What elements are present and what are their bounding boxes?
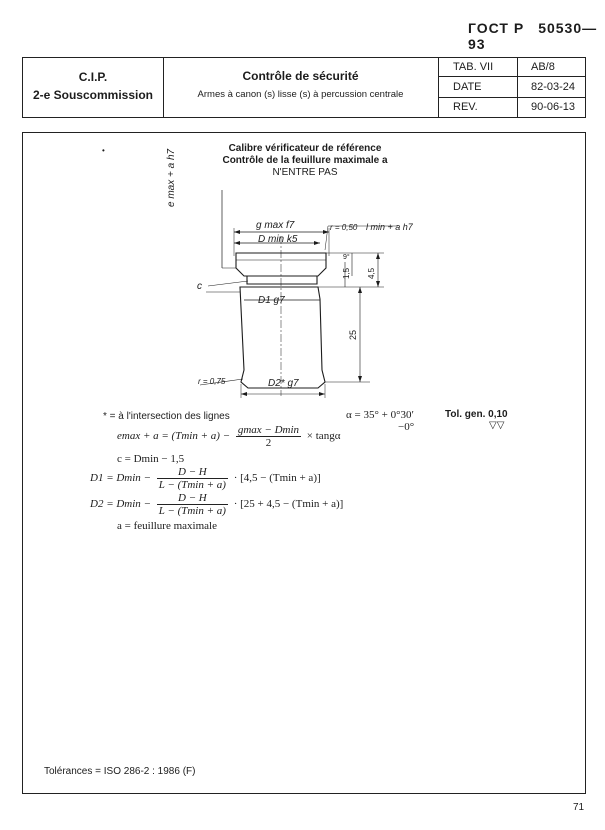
standard-number: 50530—93 [468, 20, 598, 52]
label-lmin: l min + a h7 [366, 222, 413, 232]
tol-gen: Tol. gen. 0,10 [445, 409, 508, 420]
tab-value: AB/8 [531, 61, 555, 73]
alpha-tol: −0° [398, 421, 415, 433]
formula-d2 [90, 492, 343, 517]
date-value: 82-03-24 [531, 81, 576, 93]
rev-label: REV. [453, 101, 478, 113]
formula-emax [117, 424, 340, 449]
header-subtitle: Armes à canon (s) lisse (s) à percussion centrale [197, 89, 404, 100]
dim-25: 25 [348, 329, 358, 340]
label-d2: D2* g7 [268, 378, 299, 389]
formula-d2-den: L − (Tmin + a) [158, 505, 226, 517]
dim-1-5: 1,5 [342, 267, 351, 279]
formula-c: c = Dmin − 1,5 [117, 453, 185, 465]
formula-d1-frac [157, 466, 228, 491]
formula-d1-tail: · [4,5 − (Tmin + a)] [233, 472, 321, 485]
label-c: c [197, 281, 202, 292]
formula-emax-num: gmax − Dmin [237, 424, 300, 436]
gauge-neck [247, 276, 317, 284]
formula-d2-lhs: D2 = Dmin − [90, 498, 151, 511]
page-number: 71 [573, 802, 585, 813]
formula-d2-frac [157, 492, 228, 517]
note-star: * = à l'intersection des lignes [103, 411, 230, 422]
formula-a: a = feuillure maximale [117, 520, 217, 532]
formula-emax-lhs: emax + a = (Tmin + a) − [117, 430, 231, 443]
label-gmax: g max f7 [256, 220, 295, 231]
label-r050: r = 0,50 [330, 223, 358, 232]
subcommission: 2-e Souscommission [32, 88, 154, 102]
formula-emax-tail: × tangα [306, 430, 341, 443]
formula-d1-den: L − (Tmin + a) [158, 479, 226, 491]
standard-prefix: ГОСТ Р [468, 20, 525, 36]
tol-marks: ▽▽ [489, 420, 505, 431]
stray-dot: • [102, 146, 105, 155]
formula-d1 [90, 466, 321, 491]
formula-emax-den: 2 [265, 437, 272, 449]
dim-9deg: 9° [343, 254, 350, 261]
rev-value: 90-06-13 [531, 101, 576, 113]
formula-d2-tail: · [25 + 4,5 − (Tmin + a)] [233, 498, 344, 511]
date-label: DATE [453, 81, 482, 93]
tolerances-note: Tolérances = ISO 286-2 : 1986 (F) [44, 766, 196, 777]
formula-emax-frac [236, 424, 301, 449]
drawing-title-2: Contrôle de la feuillure maximale a [222, 155, 388, 166]
label-dmin: D min k5 [258, 234, 298, 245]
org-name: C.I.P. [78, 70, 108, 84]
alpha-value [346, 409, 414, 433]
header-title: Contrôle de sécurité [242, 69, 359, 83]
drawing-title-3: N'ENTRE PAS [272, 167, 338, 178]
formula-d1-lhs: D1 = Dmin − [90, 472, 151, 485]
label-r075: r = 0,75 [198, 377, 226, 386]
dim-4-5: 4,5 [367, 267, 376, 279]
drawing-title-1: Calibre vérificateur de référence [228, 143, 382, 154]
label-d1: D1 g7 [258, 295, 285, 306]
label-emax: e max + a h7 [166, 148, 177, 207]
formula-d2-num: D − H [157, 492, 228, 505]
tab-label: TAB. VII [453, 61, 494, 73]
alpha-main: α = 35° + 0°30′ [346, 409, 414, 421]
formula-d1-num: D − H [157, 466, 228, 479]
